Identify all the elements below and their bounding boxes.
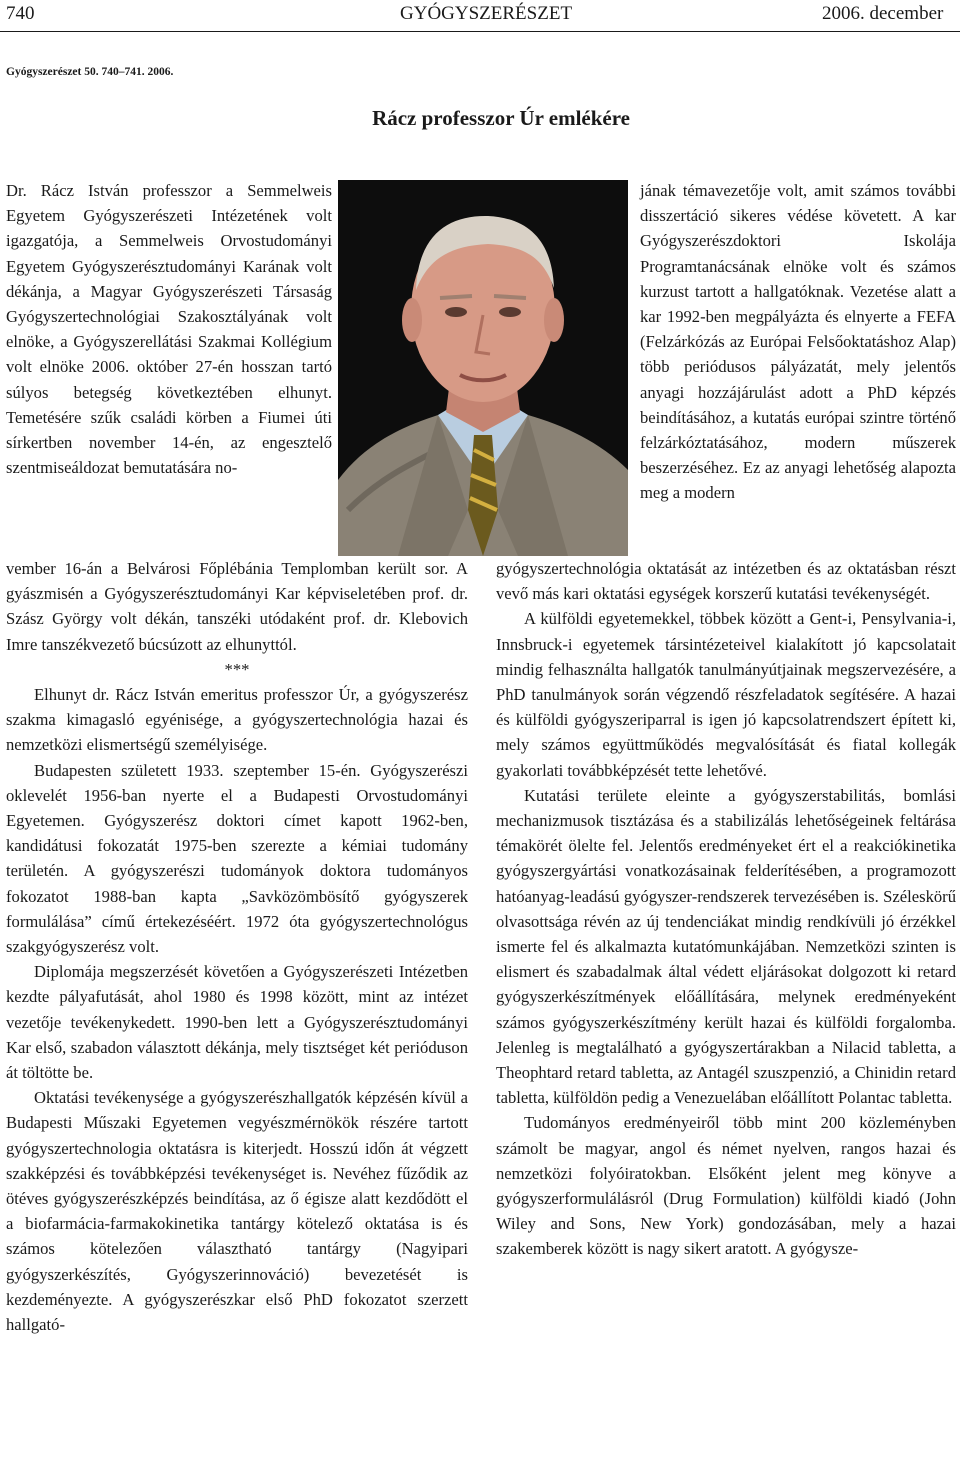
- section-separator: ***: [224, 659, 250, 679]
- paragraph-technology-cont: gyógyszertechnológia oktatását az intézetben és az oktatásban részt vevő más kari oktatási egységek korszerű kutatási tevékenységét.: [496, 559, 956, 604]
- paragraph-teaching: Oktatási tevékenysége a gyógyszerészhallgatók képzésén kívül a Budapesti Műszaki Egyetemen vegyészmérnökök részére tartott gyógyszertechnologia oktatásra is kiterjedt. Hosszú időn át végzett szakképzési és továbbképzési tevékenységet is. Nevéhez fűződik az ötéves gyógyszerészképzés beindítása, az ő égisze alatt kezdődött el a biofarmácia-farmakokinetika tantárgy kötelező oktatása is és számos kötelezően választható tantárgy (Nagyipari gyógyszerkészítés, Gyógyszerinnováció) bevezetését is kezdeményezte. A gyógyszerészkar első PhD fokozatot szerzett hallgató-: [6, 1088, 468, 1335]
- paragraph-research: Kutatási területe eleinte a gyógyszerstabilitás, bomlási mechanizmusok tisztázása és a stabilizálás lehetőségeinek feltárása témakörét ölelte fel. Jelentős eredményeket ért el a reakciókinetika gyógyszergyártási vonatkozásainak felderítésében, a programozott hatóanyag-leadású gyógyszer-rendszerek tervezésében is. Széleskörű olvasottsága révén az új tendenciákat mindig rendkívüli jó érzékkel ismerte fel és alkalmazta kutatómunkájában. Nemzetközi szinten is elismert és szabadalmak által védett eljárásokat dolgozott ki retard gyógyszerkészítmények előállítására, melynek eredményeként számos gyógyszerkészítmény került hazai és külföldi forgalomba. Jelenleg is megtalálható a gyógyszertárakban a Nilacid tabletta, a Theophtard retard tabletta, az Antagél szuszpenzió, a Chinidin retard tabletta, külföldön pedig a Venezuelában előállított Polantac tabletta.: [496, 785, 956, 1108]
- paragraph-obituary: Elhunyt dr. Rácz István emeritus professzor Úr, a gyógyszerész szakma kimagasló egyénisége, a gyógyszertechnológia hazai és nemzetközi elismertségű személyisége.: [6, 685, 468, 755]
- paragraph-funeral-cont: vember 16-án a Belvárosi Főplébánia Templomban került sor. A gyászmisén a Gyógyszerésztudományi Kar képviseletében prof. dr. Szász György volt dékán, tanszéki utódaként prof. dr. Klebovich Imre tanszékvezető búcsúzott az elhunyttól.: [6, 559, 468, 654]
- paragraph-right-top: jának témavezetője volt, amit számos további disszertáció sikeres védése követett. A kar Gyógyszerészdoktori Iskolája Programtanácsának elnöke volt és számos kurzust tartott a hallgatóknak. Vezetése alatt a kar 1992-ben megpályázta és elnyerte a FEFA (Felzárkózás az Európai Felsőoktatáshoz Alap) több periódusos pályázatát, mely jelentős anyagi hozzájárulást adott a PhD képzés beindításához, a kutatás európai szintre történő felzárkóztatásához, modern műszerek beszerzéséhez. Ez az anyagi lehetőség alapozta meg a modern: [640, 181, 956, 503]
- journal-name: GYÓGYSZERÉSZET: [400, 3, 573, 24]
- page-number: 740: [6, 3, 35, 24]
- citation: Gyógyszerészet 50. 740–741. 2006.: [6, 66, 174, 78]
- paragraph-intro: Dr. Rácz István professzor a Semmelweis Egyetem Gyógyszerészeti Intézetének volt igazgatója, a Semmelweis Orvostudományi Egyetem Gyógyszerésztudományi Karának volt dékánja, a Magyar Gyógyszerészeti Társaság Gyógyszertechnológiai Szakosztályának volt elnöke, a Gyógyszerellátási Szakmai Kollégium volt elnöke 2006. október 27-én hosszan tartó súlyos betegség következtében elhunyt. Temetésére szűk családi körben a Fiumei úti sírkertben november 14-én, az engesztelő szentmiseáldozat bemutatására no-: [6, 181, 332, 478]
- portrait-photo: [338, 180, 628, 556]
- paragraph-publications: Tudományos eredményeiről több mint 200 közleményben számolt be magyar, angol és német nyelven, rangos hazai és nemzetközi folyóiratokban. Elsőként jelent meg könyve a gyógyszerformulálásról (Drug Formulation) külföldi kiadó (John Wiley and Sons, New York) gondozásában, mely a hazai szakemberek között is nagy sikert aratott. A gyógysze-: [496, 1113, 956, 1259]
- paragraph-international: A külföldi egyetemekkel, többek között a Gent-i, Pensylvania-i, Innsbruck-i egyetemek társintézeteivel kialakított jó kapcsolatait mindig felhasználta hallgatók tanulmányútjainak megszervezésére, a PhD tanulmányok során végzendő részfeladatok segítésére. A hazai és külföldi gyógyszeriparral is igen jó kapcsolatrendszert épített ki, mely számos együttműködés megvalósítását és fiatal kollegák gyakorlati továbbképzését tette lehetővé.: [496, 609, 956, 780]
- left-column-bottom: [6, 556, 468, 1337]
- paragraph-career: Diplomája megszerzését követően a Gyógyszerészeti Intézetben kezdte pályafutását, ahol 1980 és 1998 között, mint az intézet vezetője tevékenykedett. 1990-ben lett a Gyógyszerésztudományi Kar első, szabadon választott dékánja, mely tisztséget két perióduson át töltötte be.: [6, 962, 468, 1083]
- running-header: [0, 0, 960, 30]
- header-rule: [0, 31, 960, 32]
- paragraph-birth: Budapesten született 1933. szeptember 15-én. Gyógyszerészi oklevelét 1956-ban nyerte el a Budapesti Orvostudományi Egyetemen. Gyógyszerész doktori címet kapott 1962-ben, kandidátusi fokozatát 1975-ben szerezte a kémiai tudomány területén. A gyógyszerészi tudományok doktora tudományos fokozatot 1988-ban kapta „Savközömbösítő gyógyszerek formulálása” című értekezéséért. 1972 óta gyógyszertechnológus szakgyógyszerész volt.: [6, 760, 468, 957]
- right-column-bottom: [496, 556, 956, 1262]
- article-title: Rácz professzor Úr emlékére: [372, 106, 630, 130]
- right-column-top: [640, 178, 956, 506]
- issue-date: 2006. december: [822, 3, 944, 24]
- left-column-top: [6, 178, 332, 480]
- portrait-image: [338, 180, 628, 556]
